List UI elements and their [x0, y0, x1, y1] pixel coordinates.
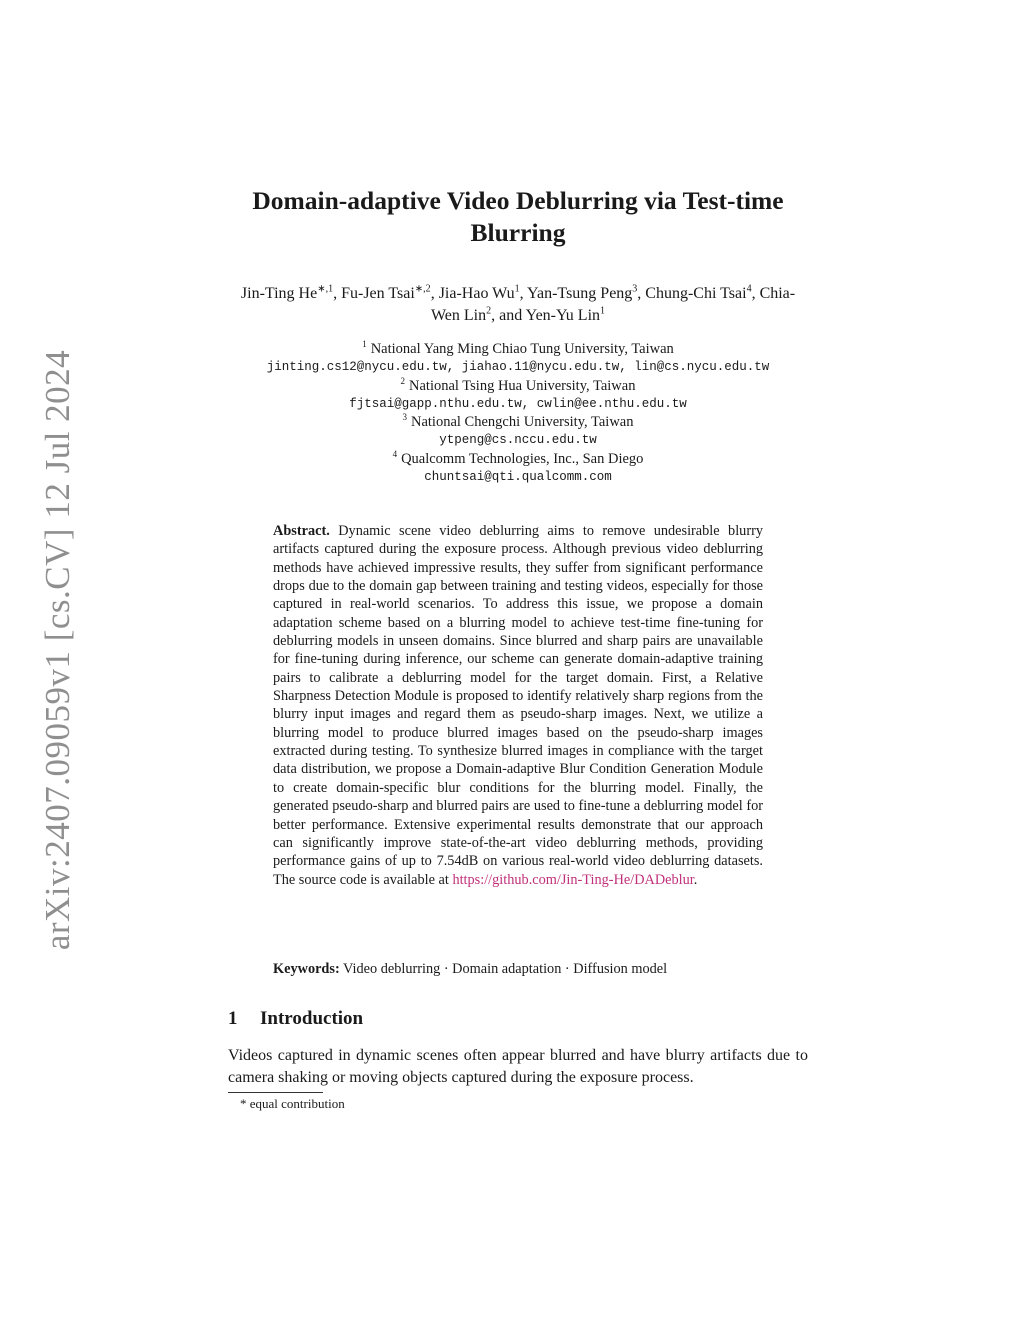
author-separator: , and [491, 307, 526, 324]
title-line-1: Domain-adaptive Video Deblurring via Test-time [252, 186, 784, 215]
affiliation-emails[interactable]: chuntsai@qti.qualcomm.com [424, 470, 612, 485]
author-separator: , [637, 285, 646, 302]
author: Jia-Hao Wu [438, 285, 515, 302]
section-number: 1 [228, 1008, 238, 1029]
affiliation [228, 413, 808, 431]
author-separator: , [751, 285, 760, 302]
author: Chia-Wen Lin [430, 285, 796, 324]
affiliation-name: National Tsing Hua University, Taiwan [409, 377, 636, 394]
affiliation-number: 2 [400, 375, 406, 386]
author: Yen-Yu Lin [525, 307, 601, 324]
section-heading [228, 1007, 808, 1031]
affiliation-name: National Yang Ming Chiao Tung University, Taiwan [370, 341, 674, 357]
author-list [228, 283, 808, 327]
source-code-link[interactable]: https://github.com/Jin-Ting-He/DADeblur [452, 871, 694, 888]
footnote-rule [228, 1092, 323, 1093]
arxiv-identifier: arXiv:2407.09059v1 [cs.CV] 12 Jul 2024 [38, 349, 77, 951]
author-affil-mark: ∗,1 [317, 283, 334, 295]
author-affil-mark: 4 [746, 283, 752, 295]
author: Jin-Ting He [240, 285, 318, 302]
keywords-label: Keywords: [273, 961, 340, 977]
abstract-label: Abstract. [273, 523, 330, 539]
affiliation-number: 3 [402, 412, 407, 423]
abstract-end: . [693, 871, 698, 888]
affiliation [228, 377, 808, 395]
author: Fu-Jen Tsai [341, 285, 415, 302]
footnote-text: equal contribution [249, 1096, 345, 1111]
section-title: Introduction [260, 1008, 364, 1029]
abstract-text: Dynamic scene video deblurring aims to remove undesirable blurry artifacts captured during the exposure process. Although previous video deblurring methods have achieved impressive results, they suffer from significant performance drops due to the domain gap between training and testing videos, especially for those captured in real-world scenarios. To address this issue, we propose a domain adaptation scheme based on a blurring model to achieve test-time fine-tuning for deblurring models in unseen domains. Since blurred and sharp pairs are unavailable for fine-tuning during inference, our scheme can generate domain-adaptive training pairs to calibrate a deblurring model for the target domain. First, a Relative Sharpness Detection Module is proposed to identify relatively sharp regions from the blurry input images and regard them as pseudo-sharp images. Next, we utilize a blurring model to produce blurred images based on the pseudo-sharp images extracted during testing. To synthesize blurred images in compliance with the target data distribution, we propose a Domain-adaptive Blur Condition Generation Module to create domain-specific blur conditions for the blurring model. Finally, the generated pseudo-sharp and blurred pairs are used to fine-tune a deblurring model for better performance. Extensive experimental results demonstrate that our approach can significantly improve state-of-the-art video deblurring methods, providing performance gains of up to 7.54dB on various real-world video deblurring datasets. The source code is available at [273, 523, 763, 888]
author: Yan-Tsung Peng [527, 285, 633, 302]
affiliation [228, 340, 808, 358]
abstract [273, 522, 763, 889]
keywords-text: Video deblurring · Domain adaptation · Diffusion model [343, 961, 668, 977]
affiliation-emails[interactable]: jinting.cs12@nycu.edu.tw, jiahao.11@nycu.edu.tw, lin@cs.nycu.edu.tw [266, 360, 770, 375]
title-line-2: Blurring [470, 218, 566, 247]
affiliation-number: 4 [392, 448, 398, 459]
affiliation-number: 1 [362, 339, 367, 350]
affiliation-list [228, 340, 808, 486]
author-separator: , [430, 285, 439, 302]
author: Chung-Chi Tsai [645, 285, 747, 302]
affiliation-emails[interactable]: fjtsai@gapp.nthu.edu.tw, cwlin@ee.nthu.edu.tw [349, 396, 687, 411]
intro-paragraph: Videos captured in dynamic scenes often appear blurred and have blurry artifacts due to camera shaking or moving objects captured during the exposure process. [228, 1047, 808, 1086]
author-separator: , [519, 285, 528, 302]
affiliation-emails[interactable]: ytpeng@cs.nccu.edu.tw [439, 433, 597, 448]
author-affil-mark: ∗,2 [414, 283, 431, 295]
footnote [240, 1096, 345, 1112]
author-affil-mark: 3 [632, 283, 638, 295]
author-separator: , [333, 285, 342, 302]
affiliation-name: Qualcomm Technologies, Inc., San Diego [401, 450, 644, 467]
paper-title [228, 185, 808, 249]
keywords [273, 960, 763, 978]
affiliation [228, 450, 808, 468]
author-affil-mark: 1 [514, 283, 520, 295]
affiliation-name: National Chengchi University, Taiwan [411, 414, 634, 431]
footnote-mark: * [240, 1096, 247, 1111]
author-affil-mark: 2 [486, 305, 492, 317]
author-affil-mark: 1 [600, 305, 606, 317]
